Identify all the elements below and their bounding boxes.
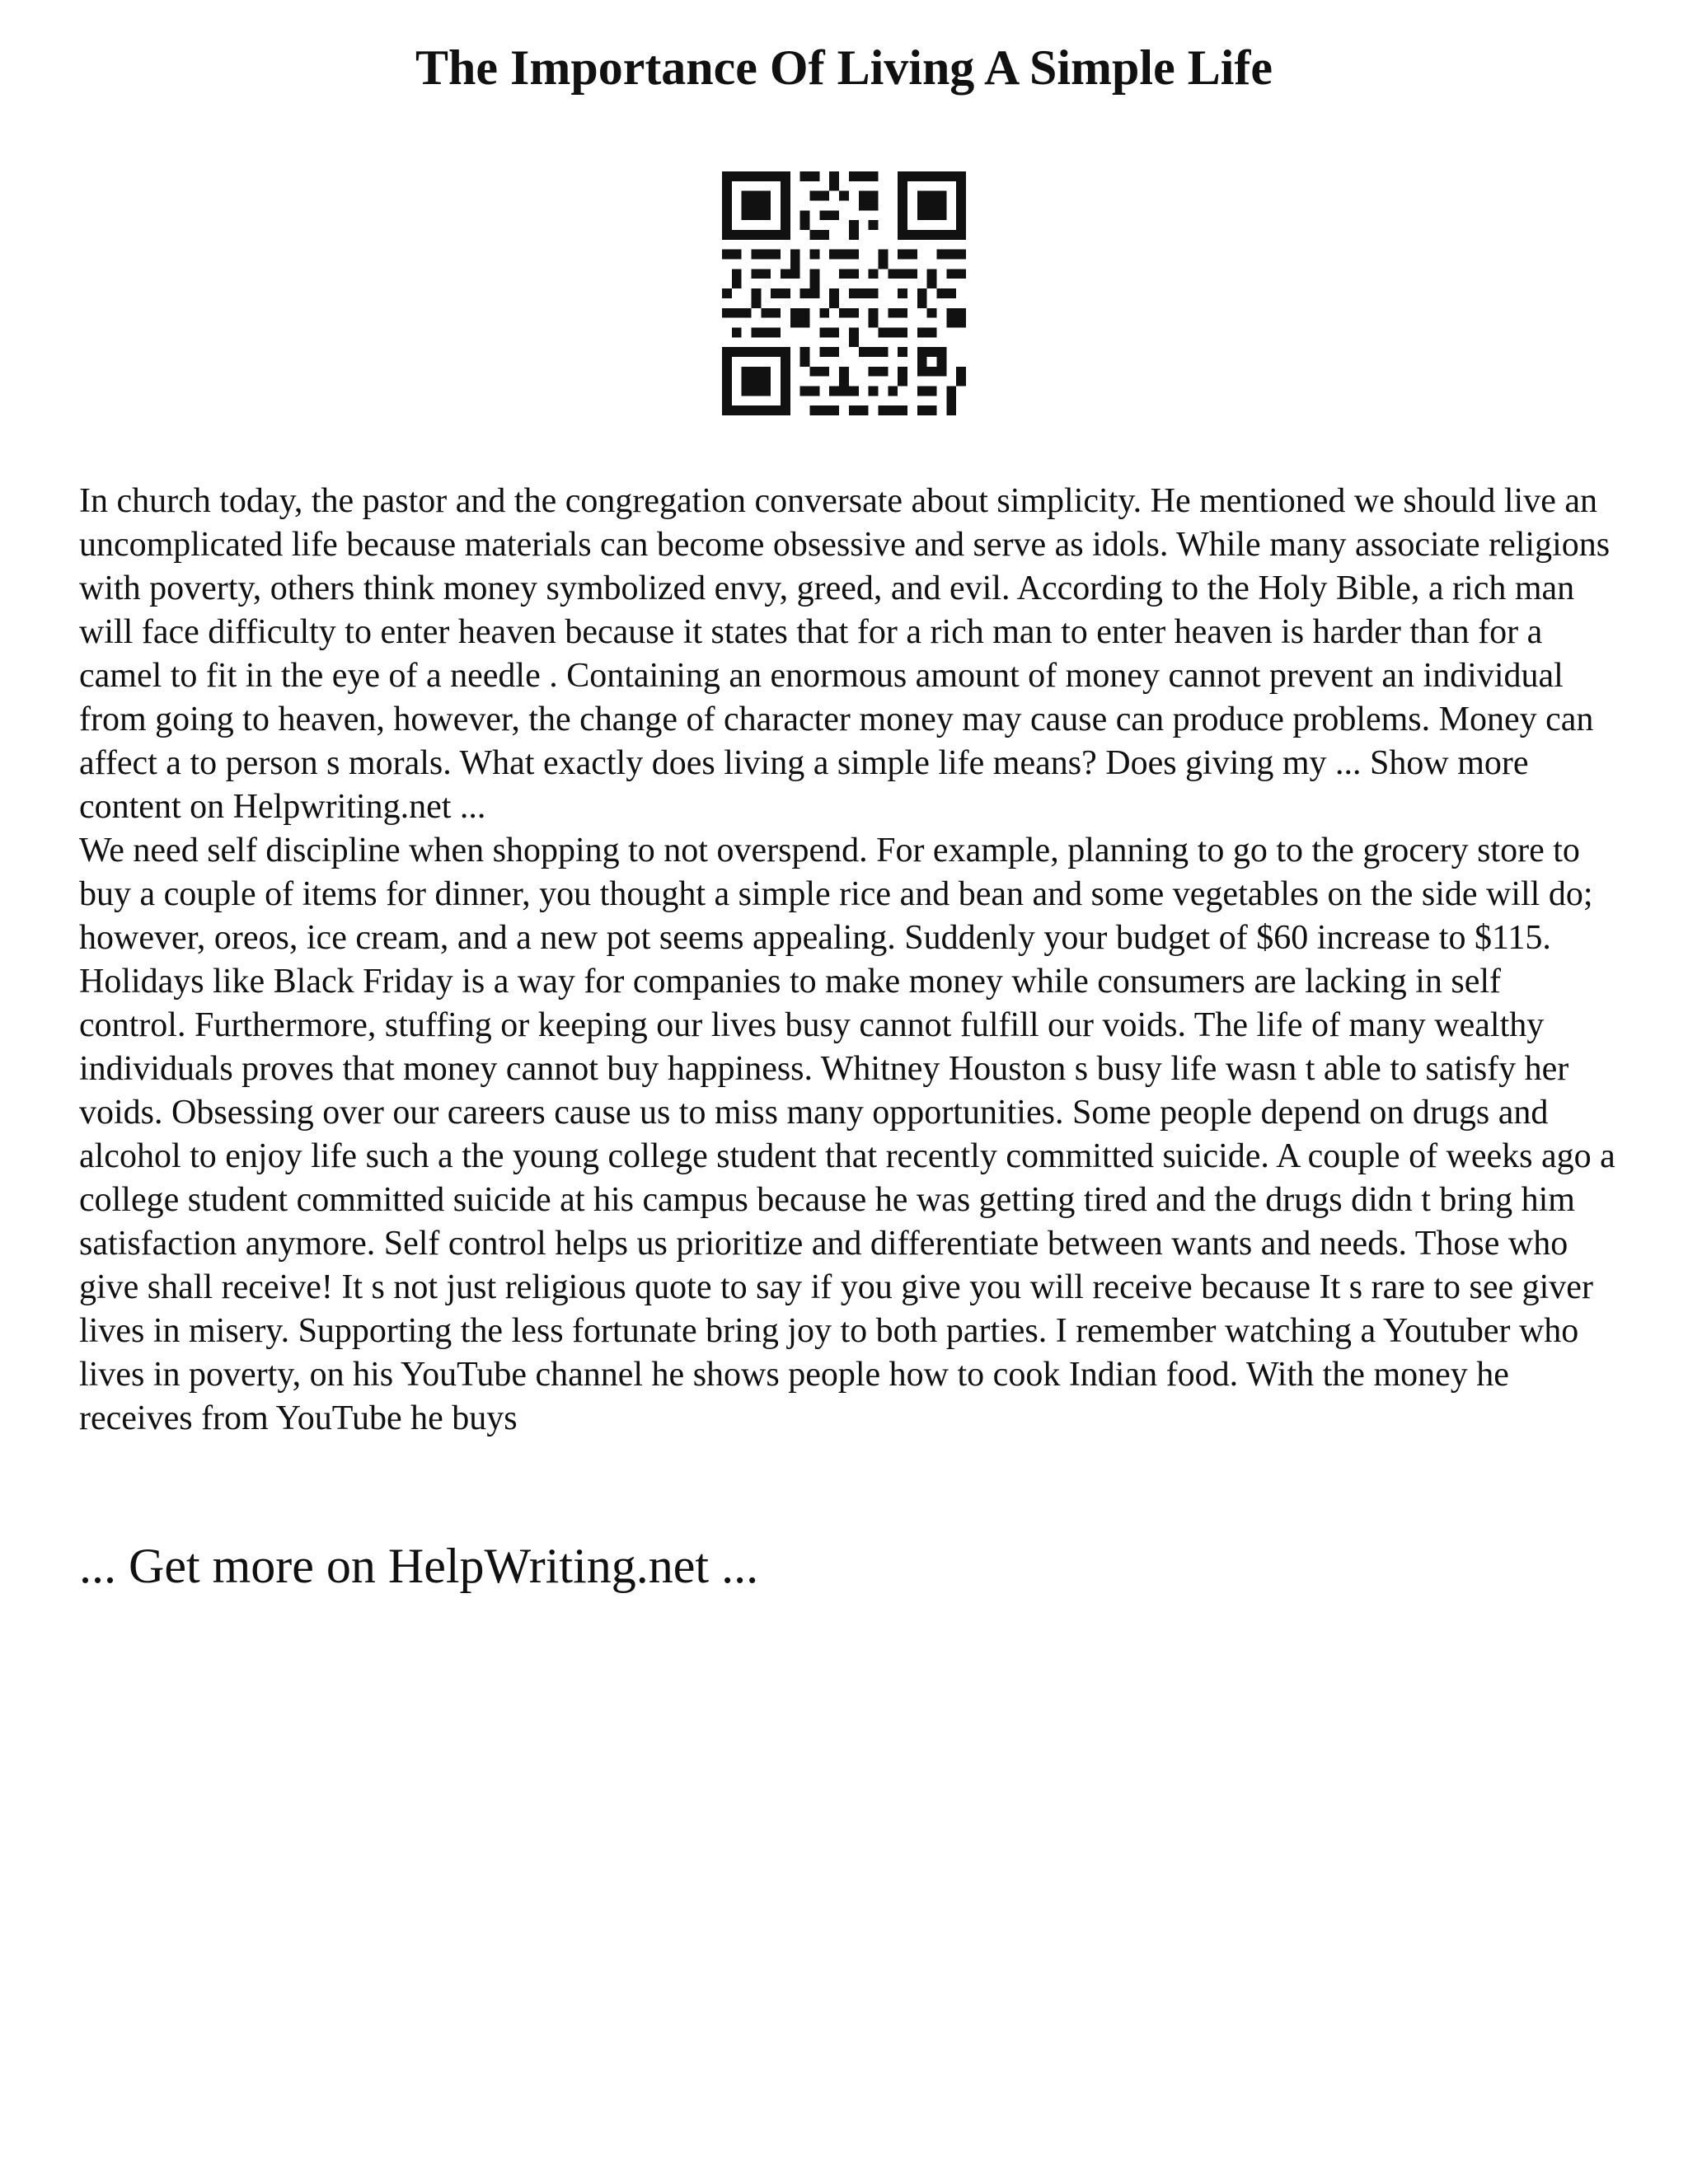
get-more-link[interactable]: ... Get more on HelpWriting.net ... — [79, 1539, 759, 1593]
page-title: The Importance Of Living A Simple Life — [415, 40, 1273, 95]
essay-body — [79, 480, 1615, 1441]
paragraph: In church today, the pastor and the congregation conversate about simplicity. He mentioned we should live an uncomplicated life because materials can become obsessive and serve as idols. While many associate religions with poverty, others think money symbolized envy, greed, and evil. According to the Holy Bible, a rich man will face difficulty to enter heaven because it states that for a rich man to enter heaven is harder than for a camel to fit in the eye of a needle . Containing an enormous amount of money cannot prevent an individual from going to heaven, however, the change of character money may cause can produce problems. Money can affect a to person s morals. What exactly does living a simple life means? Does giving my ... Show more content on Helpwriting.net ... — [79, 482, 1611, 826]
qr-code-icon — [722, 171, 966, 415]
paragraph: We need self discipline when shopping to not overspend. For example, planning to go to the grocery store to buy a couple of items for dinner, you thought a simple rice and bean and some vegetables on the side will do; however, oreos, ice cream, and a new pot seems appealing. Suddenly your budget of $60 increase to $115. Holidays like Black Friday is a way for companies to make money while consumers are lacking in self control. Furthermore, stuffing or keeping our lives busy cannot fulfill our voids. The life of many wealthy individuals proves that money cannot buy happiness. Whitney Houston s busy life wasn t able to satisfy her voids. Obsessing over our careers cause us to miss many opportunities. Some people depend on drugs and alcohol to enjoy life such a the young college student that recently committed suicide. A couple of weeks ago a college student committed suicide at his campus because he was getting tired and the drugs didn t bring him satisfaction anymore. Self control helps us prioritize and differentiate between wants and needs. Those who give shall receive! It s not just religious quote to say if you give you will receive because It s rare to see giver lives in misery. Supporting the less fortunate bring joy to both parties. I remember watching a Youtuber who lives in poverty, on his YouTube channel he shows people how to cook Indian food. With the money he receives from YouTube he buys — [79, 832, 1615, 1437]
